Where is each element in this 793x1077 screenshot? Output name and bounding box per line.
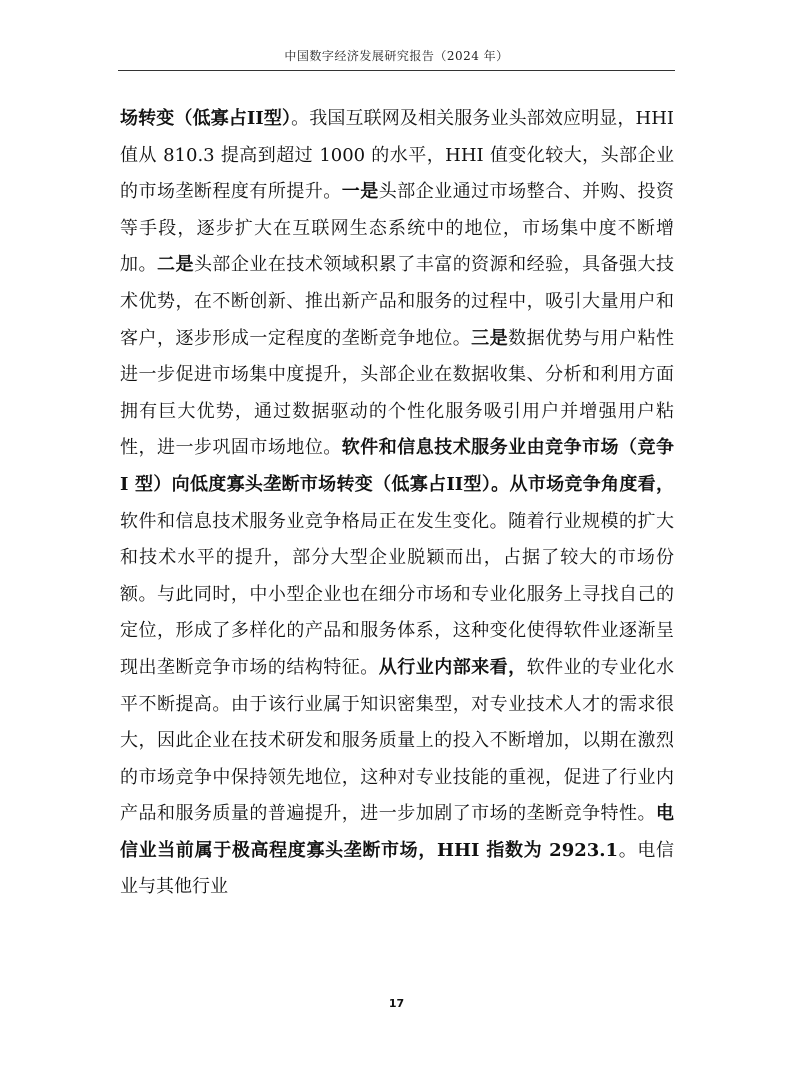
text-segment: 。我国互联网及相关服务业头部效应明显，HHI值从 810.3 提高到超过 1000 的水平，HHI 值变化较大，头部企业的市场垄断程度有所提升。 <box>120 108 674 203</box>
bold-segment: 一是 <box>341 181 379 203</box>
text-segment: 软件和信息技术服务业竞争格局正在发生变化。随着行业规模的扩大和技术水平的提升，部分大型企业脱颖而出，占据了较大的市场份额。与此同时，中小型企业也在细分市场和专业化服务上寻找自己的定位，形成了多样化的产品和服务体系，这种变化使得软件业逐渐呈现出垄断竞争市场的结构特征。 <box>120 510 674 678</box>
text-segment: 头部企业通过市场整合、并购、投资等手段，逐步扩大在互联网生态系统中的地位，市场集中度不断增加。 <box>120 181 675 276</box>
bold-segment: 软件和信息技术服务业由竞争市场（竞争 I 型）向低度寡头垄断市场转变（低寡占II型）。从市场竞争角度看， <box>120 437 675 495</box>
running-header-title: 中国数字经济发展研究报告（2024 年） <box>284 49 509 63</box>
text-segment: 头部企业在技术领域积累了丰富的资源和经验，具备强大技术优势，在不断创新、推出新产品和服务的过程中，吸引大量用户和客户，逐步形成一定程度的垄断竞争地位。 <box>120 254 675 349</box>
bold-segment: 二是 <box>156 254 194 276</box>
page-number: 17 <box>388 997 405 1010</box>
body-paragraph <box>120 101 674 906</box>
header-divider <box>118 70 675 71</box>
bold-segment: 电信业当前属于极高程度寡头垄断市场，HHI 指数为 2923.1 <box>120 803 674 861</box>
text-segment: 软件业的专业化水平不断提高。由于该行业属于知识密集型，对专业技术人才的需求很大，因此企业在技术研发和服务质量上的投入不断增加，以期在激烈的市场竞争中保持领先地位，这种对专业技能的重视，促进了行业内产品和服务质量的普遍提升，进一步加剧了市场的垄断竞争特性。 <box>120 656 675 825</box>
bold-segment: 场转变（低寡占II型） <box>120 108 292 129</box>
text-segment: 数据优势与用户粘性进一步促进市场集中度提升，头部企业在数据收集、分析和利用方面拥有巨大优势，通过数据驱动的个性化服务吸引用户并增强用户粘性，进一步巩固市场地位。 <box>120 327 675 459</box>
bold-segment: 三是 <box>471 327 509 349</box>
bold-segment: 从行业内部来看， <box>378 656 527 678</box>
text-segment: 。电信业与其他行业 <box>120 839 674 898</box>
